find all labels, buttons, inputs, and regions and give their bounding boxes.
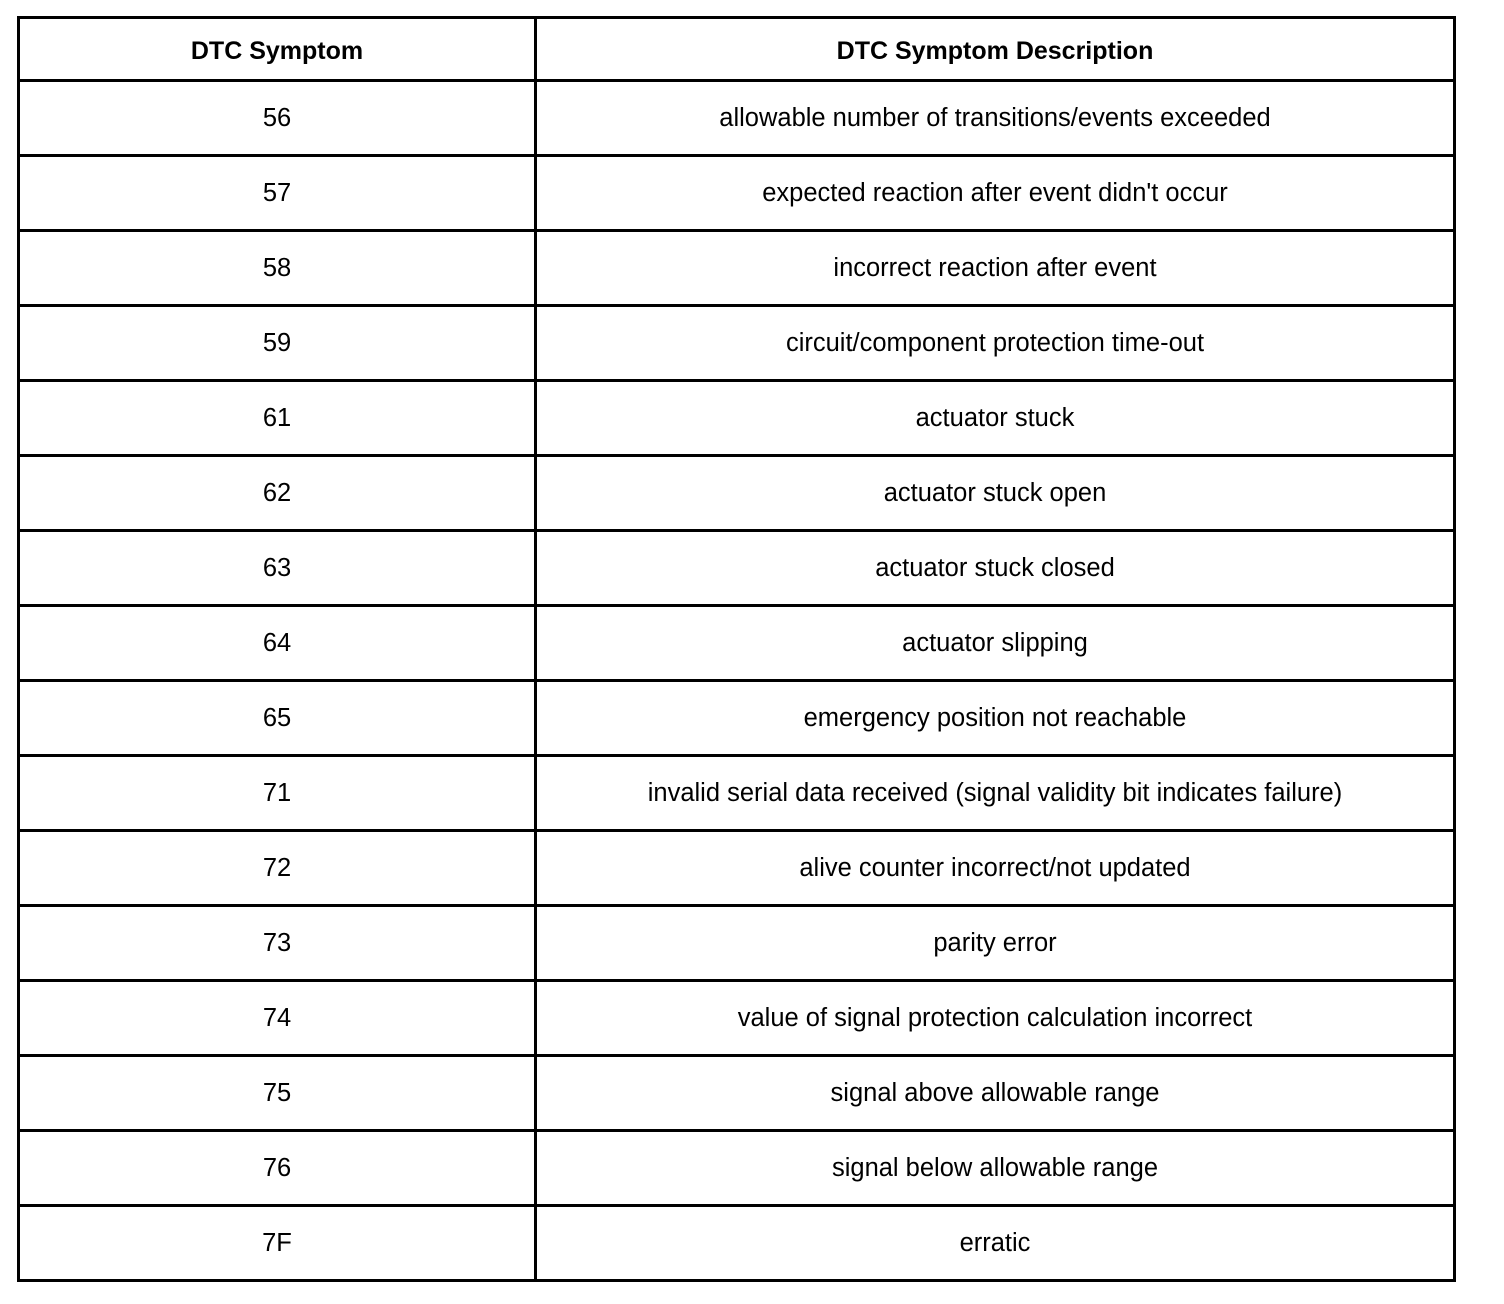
table-row <box>19 831 1455 906</box>
dtc-description-cell: expected reaction after event didn't occur <box>536 156 1455 231</box>
table-row <box>19 231 1455 306</box>
dtc-code-cell: 63 <box>19 531 536 606</box>
column-header-dtc-symptom-description: DTC Symptom Description <box>536 18 1455 81</box>
dtc-code-cell: 76 <box>19 1131 536 1206</box>
dtc-code-cell: 64 <box>19 606 536 681</box>
table-row <box>19 981 1455 1056</box>
dtc-description-cell: parity error <box>536 906 1455 981</box>
dtc-description-cell: value of signal protection calculation incorrect <box>536 981 1455 1056</box>
table-row <box>19 156 1455 231</box>
dtc-description-cell: alive counter incorrect/not updated <box>536 831 1455 906</box>
table-row <box>19 381 1455 456</box>
dtc-description-cell: actuator stuck open <box>536 456 1455 531</box>
table-row <box>19 906 1455 981</box>
dtc-code-cell: 56 <box>19 81 536 156</box>
dtc-code-cell: 61 <box>19 381 536 456</box>
table-row <box>19 756 1455 831</box>
table-row <box>19 1206 1455 1281</box>
dtc-description-cell: allowable number of transitions/events exceeded <box>536 81 1455 156</box>
table-row <box>19 306 1455 381</box>
dtc-code-cell: 73 <box>19 906 536 981</box>
dtc-description-cell: erratic <box>536 1206 1455 1281</box>
dtc-description-cell: signal below allowable range <box>536 1131 1455 1206</box>
dtc-description-cell: incorrect reaction after event <box>536 231 1455 306</box>
dtc-description-cell: actuator stuck closed <box>536 531 1455 606</box>
dtc-code-cell: 57 <box>19 156 536 231</box>
dtc-description-cell: invalid serial data received (signal validity bit indicates failure) <box>536 756 1455 831</box>
table-row <box>19 1131 1455 1206</box>
dtc-code-cell: 74 <box>19 981 536 1056</box>
dtc-code-cell: 71 <box>19 756 536 831</box>
dtc-description-cell: emergency position not reachable <box>536 681 1455 756</box>
dtc-code-cell: 59 <box>19 306 536 381</box>
table-row <box>19 1056 1455 1131</box>
column-header-dtc-symptom: DTC Symptom <box>19 18 536 81</box>
table-row <box>19 81 1455 156</box>
dtc-description-cell: actuator stuck <box>536 381 1455 456</box>
dtc-symptom-table <box>17 16 1456 1282</box>
dtc-description-cell: signal above allowable range <box>536 1056 1455 1131</box>
table-row <box>19 606 1455 681</box>
dtc-description-cell: circuit/component protection time-out <box>536 306 1455 381</box>
dtc-code-cell: 75 <box>19 1056 536 1131</box>
dtc-code-cell: 58 <box>19 231 536 306</box>
dtc-code-cell: 7F <box>19 1206 536 1281</box>
table-header-row <box>19 18 1455 81</box>
dtc-code-cell: 62 <box>19 456 536 531</box>
dtc-code-cell: 72 <box>19 831 536 906</box>
table-row <box>19 531 1455 606</box>
dtc-code-cell: 65 <box>19 681 536 756</box>
table-row <box>19 681 1455 756</box>
dtc-description-cell: actuator slipping <box>536 606 1455 681</box>
table-row <box>19 456 1455 531</box>
